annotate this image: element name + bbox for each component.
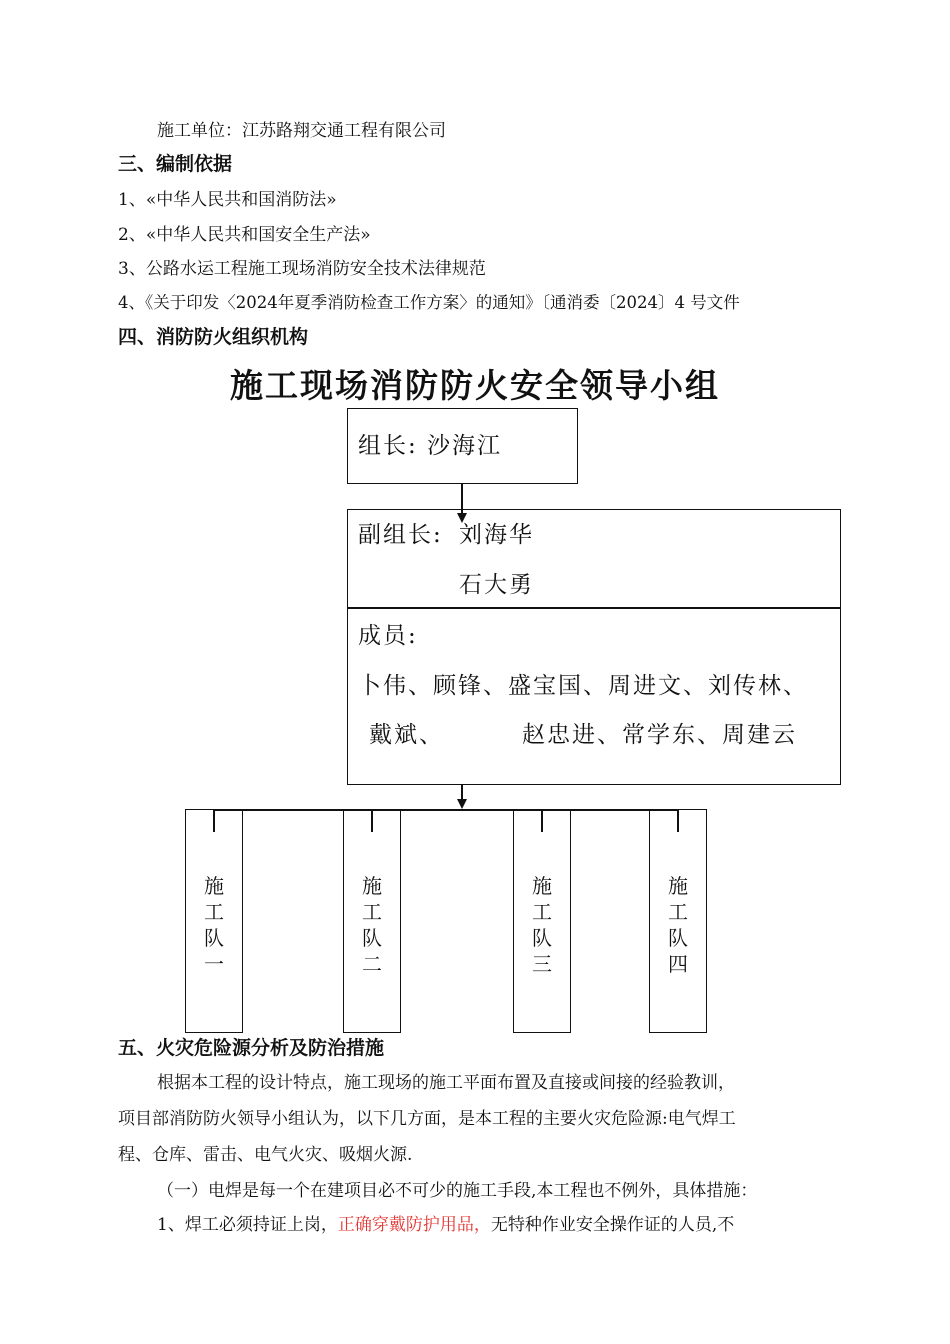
team-label-2: 施工队二 [362,874,382,976]
members-line-1: 卜伟、顾锋、盛宝国、周进文、刘传林、 [358,673,808,699]
basis-item-2: 2、«中华人民共和国安全生产法» [118,225,371,245]
org-chart-title: 施工现场消防防火安全领导小组 [230,366,720,405]
section3-heading: 三、编制依据 [118,153,233,175]
paragraph-line-1: 根据本工程的设计特点，施工现场的施工平面布置及直接或间接的经验教训， [157,1073,735,1093]
members-line-2b: 赵忠进、常学东、周建云 [522,722,797,748]
team-label-1: 施工队一 [204,874,224,976]
measure-item-1-highlight: 正确穿戴防护用品， [337,1215,491,1235]
arrow-down-icon [457,799,467,809]
paragraph-line-3: 程、仓库、雷击、电气火灾、吸烟火源. [118,1145,413,1165]
paragraph-line-2: 项目部消防防火领导小组认为，以下几方面，是本工程的主要火灾危险源:电气焊工 [118,1109,736,1129]
measure-item-1-a: 1、焊工必须持证上岗， [157,1215,338,1235]
basis-item-4: 4、《关于印发〈2024年夏季消防检查工作方案〉的通知》〔通消委〔2024〕4 号文件 [118,293,740,312]
basis-item-1: 1、«中华人民共和国消防法» [118,190,337,210]
basis-item-3: 3、公路水运工程施工现场消防安全技术法律规范 [118,259,486,279]
subsection-1: （一）电焊是每一个在建项目必不可少的施工手段,本工程也不例外，具体措施： [157,1181,758,1201]
deputy-name-2: 石大勇 [459,572,534,598]
measure-item-1-b: 无特种作业安全操作证的人员,不 [490,1215,735,1235]
members-line-2a: 戴斌、 [369,722,444,748]
box-divider [347,607,841,609]
team-bus-line [213,809,679,811]
team-label-4: 施工队四 [668,874,688,976]
leader-text: 组长: 沙海江 [358,433,503,459]
section5-heading: 五、火灾危险源分析及防治措施 [118,1037,385,1059]
members-label: 成员: [358,623,418,649]
team-label-3: 施工队三 [532,874,552,976]
construction-unit-line: 施工单位：江苏路翔交通工程有限公司 [157,121,446,141]
section4-heading: 四、消防防火组织机构 [118,326,309,348]
deputy-label: 副组长: [358,522,443,548]
deputy-name-1: 刘海华 [459,522,534,548]
measure-item-1 [157,1214,734,1236]
